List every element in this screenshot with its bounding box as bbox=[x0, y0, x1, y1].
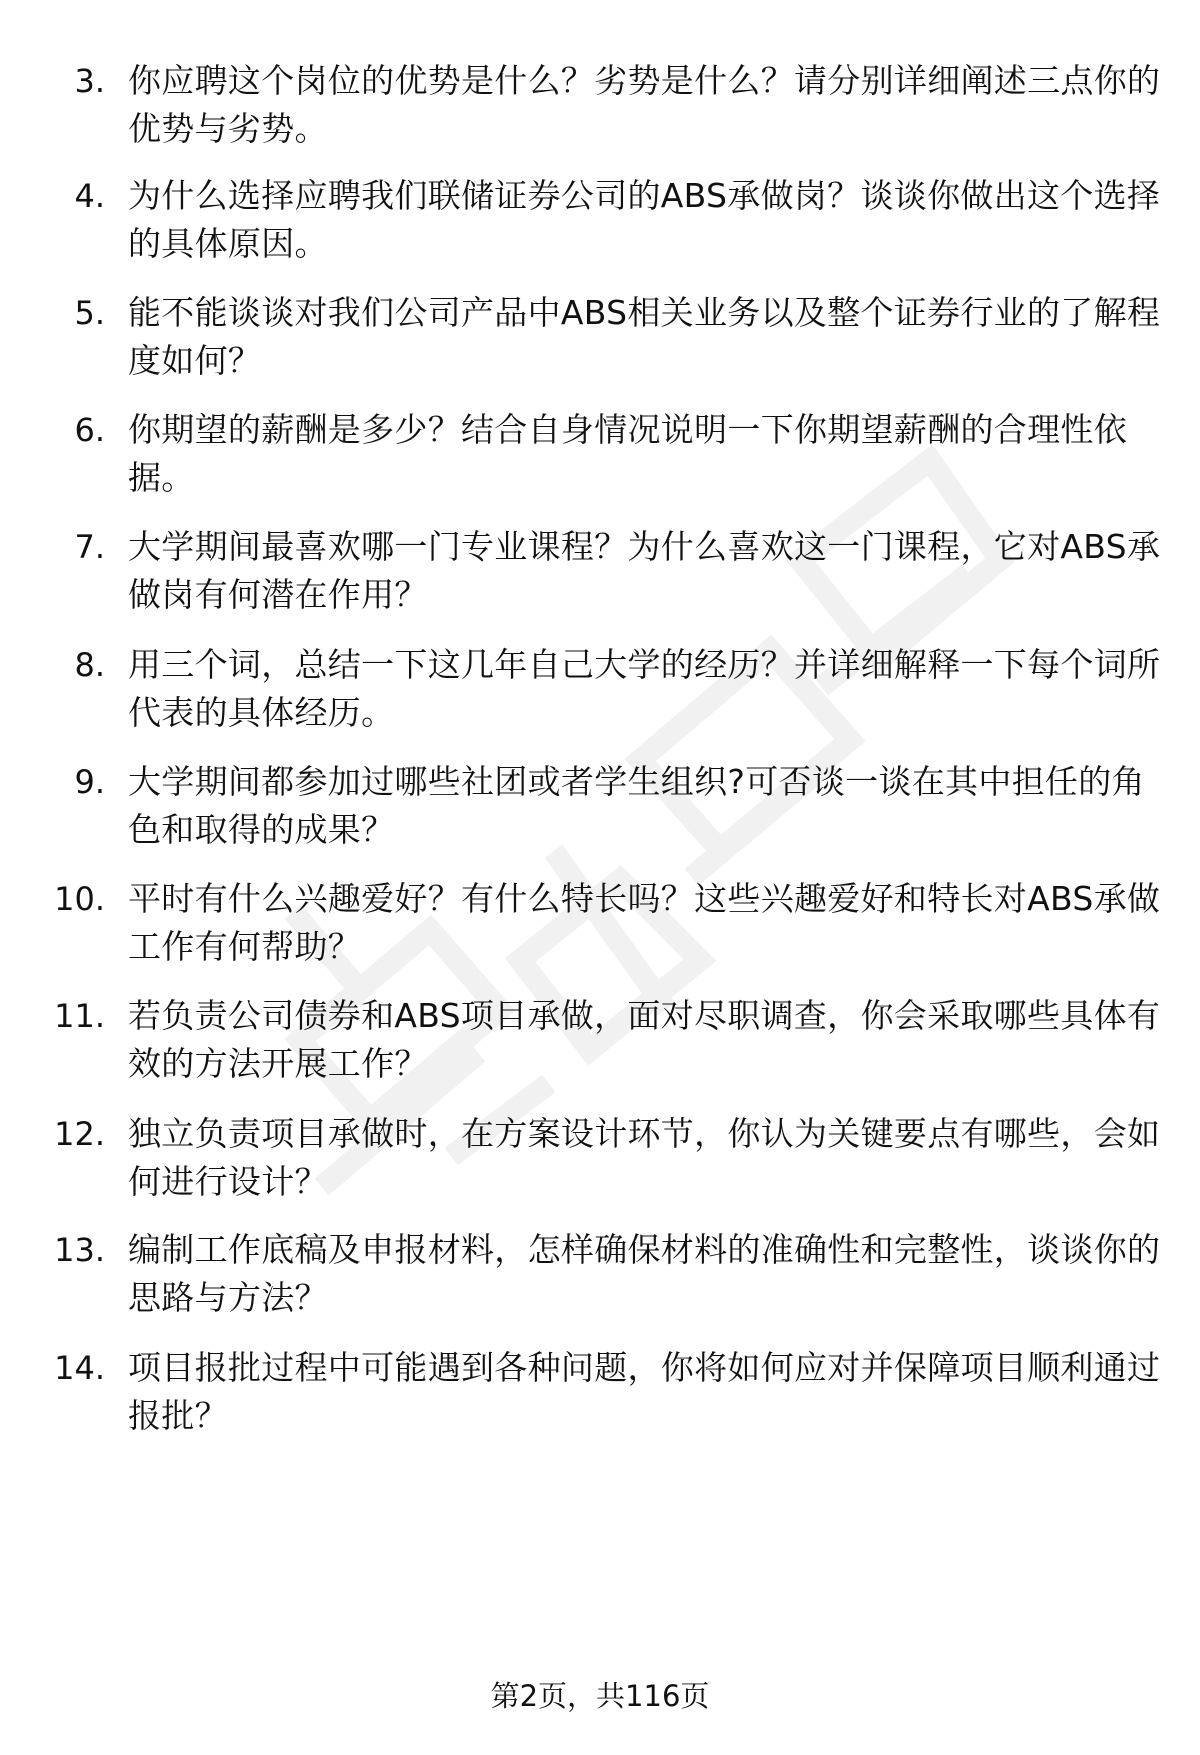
question-number: 8. bbox=[74, 646, 105, 684]
question-number: 9. bbox=[74, 763, 105, 801]
question-text: 你应聘这个岗位的优势是什么？劣势是什么？请分别详细阐述三点你的优势与劣势。 bbox=[128, 61, 1161, 148]
question-number: 12. bbox=[54, 1115, 105, 1153]
question-number: 13. bbox=[54, 1231, 105, 1269]
question-text: 编制工作底稿及申报材料，怎样确保材料的准确性和完整性，谈谈你的思路与方法？ bbox=[128, 1230, 1161, 1317]
question-text: 项目报批过程中可能遇到各种问题，你将如何应对并保障项目顺利通过报批？ bbox=[128, 1348, 1161, 1435]
question-number: 14. bbox=[54, 1349, 105, 1387]
question-text: 能不能谈谈对我们公司产品中ABS相关业务以及整个证券行业的了解程度如何？ bbox=[128, 293, 1161, 380]
question-number: 5. bbox=[74, 294, 105, 332]
question-number: 3. bbox=[74, 62, 105, 100]
question-text: 若负责公司债券和ABS项目承做，面对尽职调查，你会采取哪些具体有效的方法开展工作？ bbox=[128, 996, 1161, 1083]
question-text: 大学期间都参加过哪些社团或者学生组织?可否谈一谈在其中担任的角色和取得的成果？ bbox=[128, 762, 1145, 849]
question-number: 7. bbox=[74, 528, 105, 566]
question-number: 4. bbox=[74, 177, 105, 215]
question-text: 独立负责项目承做时，在方案设计环节，你认为关键要点有哪些，会如何进行设计？ bbox=[128, 1114, 1161, 1201]
question-text: 大学期间最喜欢哪一门专业课程？为什么喜欢这一门课程，它对ABS承做岗有何潜在作用？ bbox=[128, 527, 1161, 614]
question-text: 为什么选择应聘我们联储证券公司的ABS承做岗？谈谈你做出这个选择的具体原因。 bbox=[128, 176, 1161, 263]
question-number: 11. bbox=[54, 997, 105, 1035]
question-text: 用三个词，总结一下这几年自己大学的经历？并详细解释一下每个词所代表的具体经历。 bbox=[128, 645, 1161, 732]
question-number: 6. bbox=[74, 411, 105, 449]
question-text: 你期望的薪酬是多少？结合自身情况说明一下你期望薪酬的合理性依据。 bbox=[128, 410, 1127, 497]
question-text: 平时有什么兴趣爱好？有什么特长吗？这些兴趣爱好和特长对ABS承做工作有何帮助？ bbox=[128, 879, 1161, 966]
page-indicator: 第2页，共116页 bbox=[490, 1679, 710, 1713]
question-number: 10. bbox=[54, 880, 105, 918]
